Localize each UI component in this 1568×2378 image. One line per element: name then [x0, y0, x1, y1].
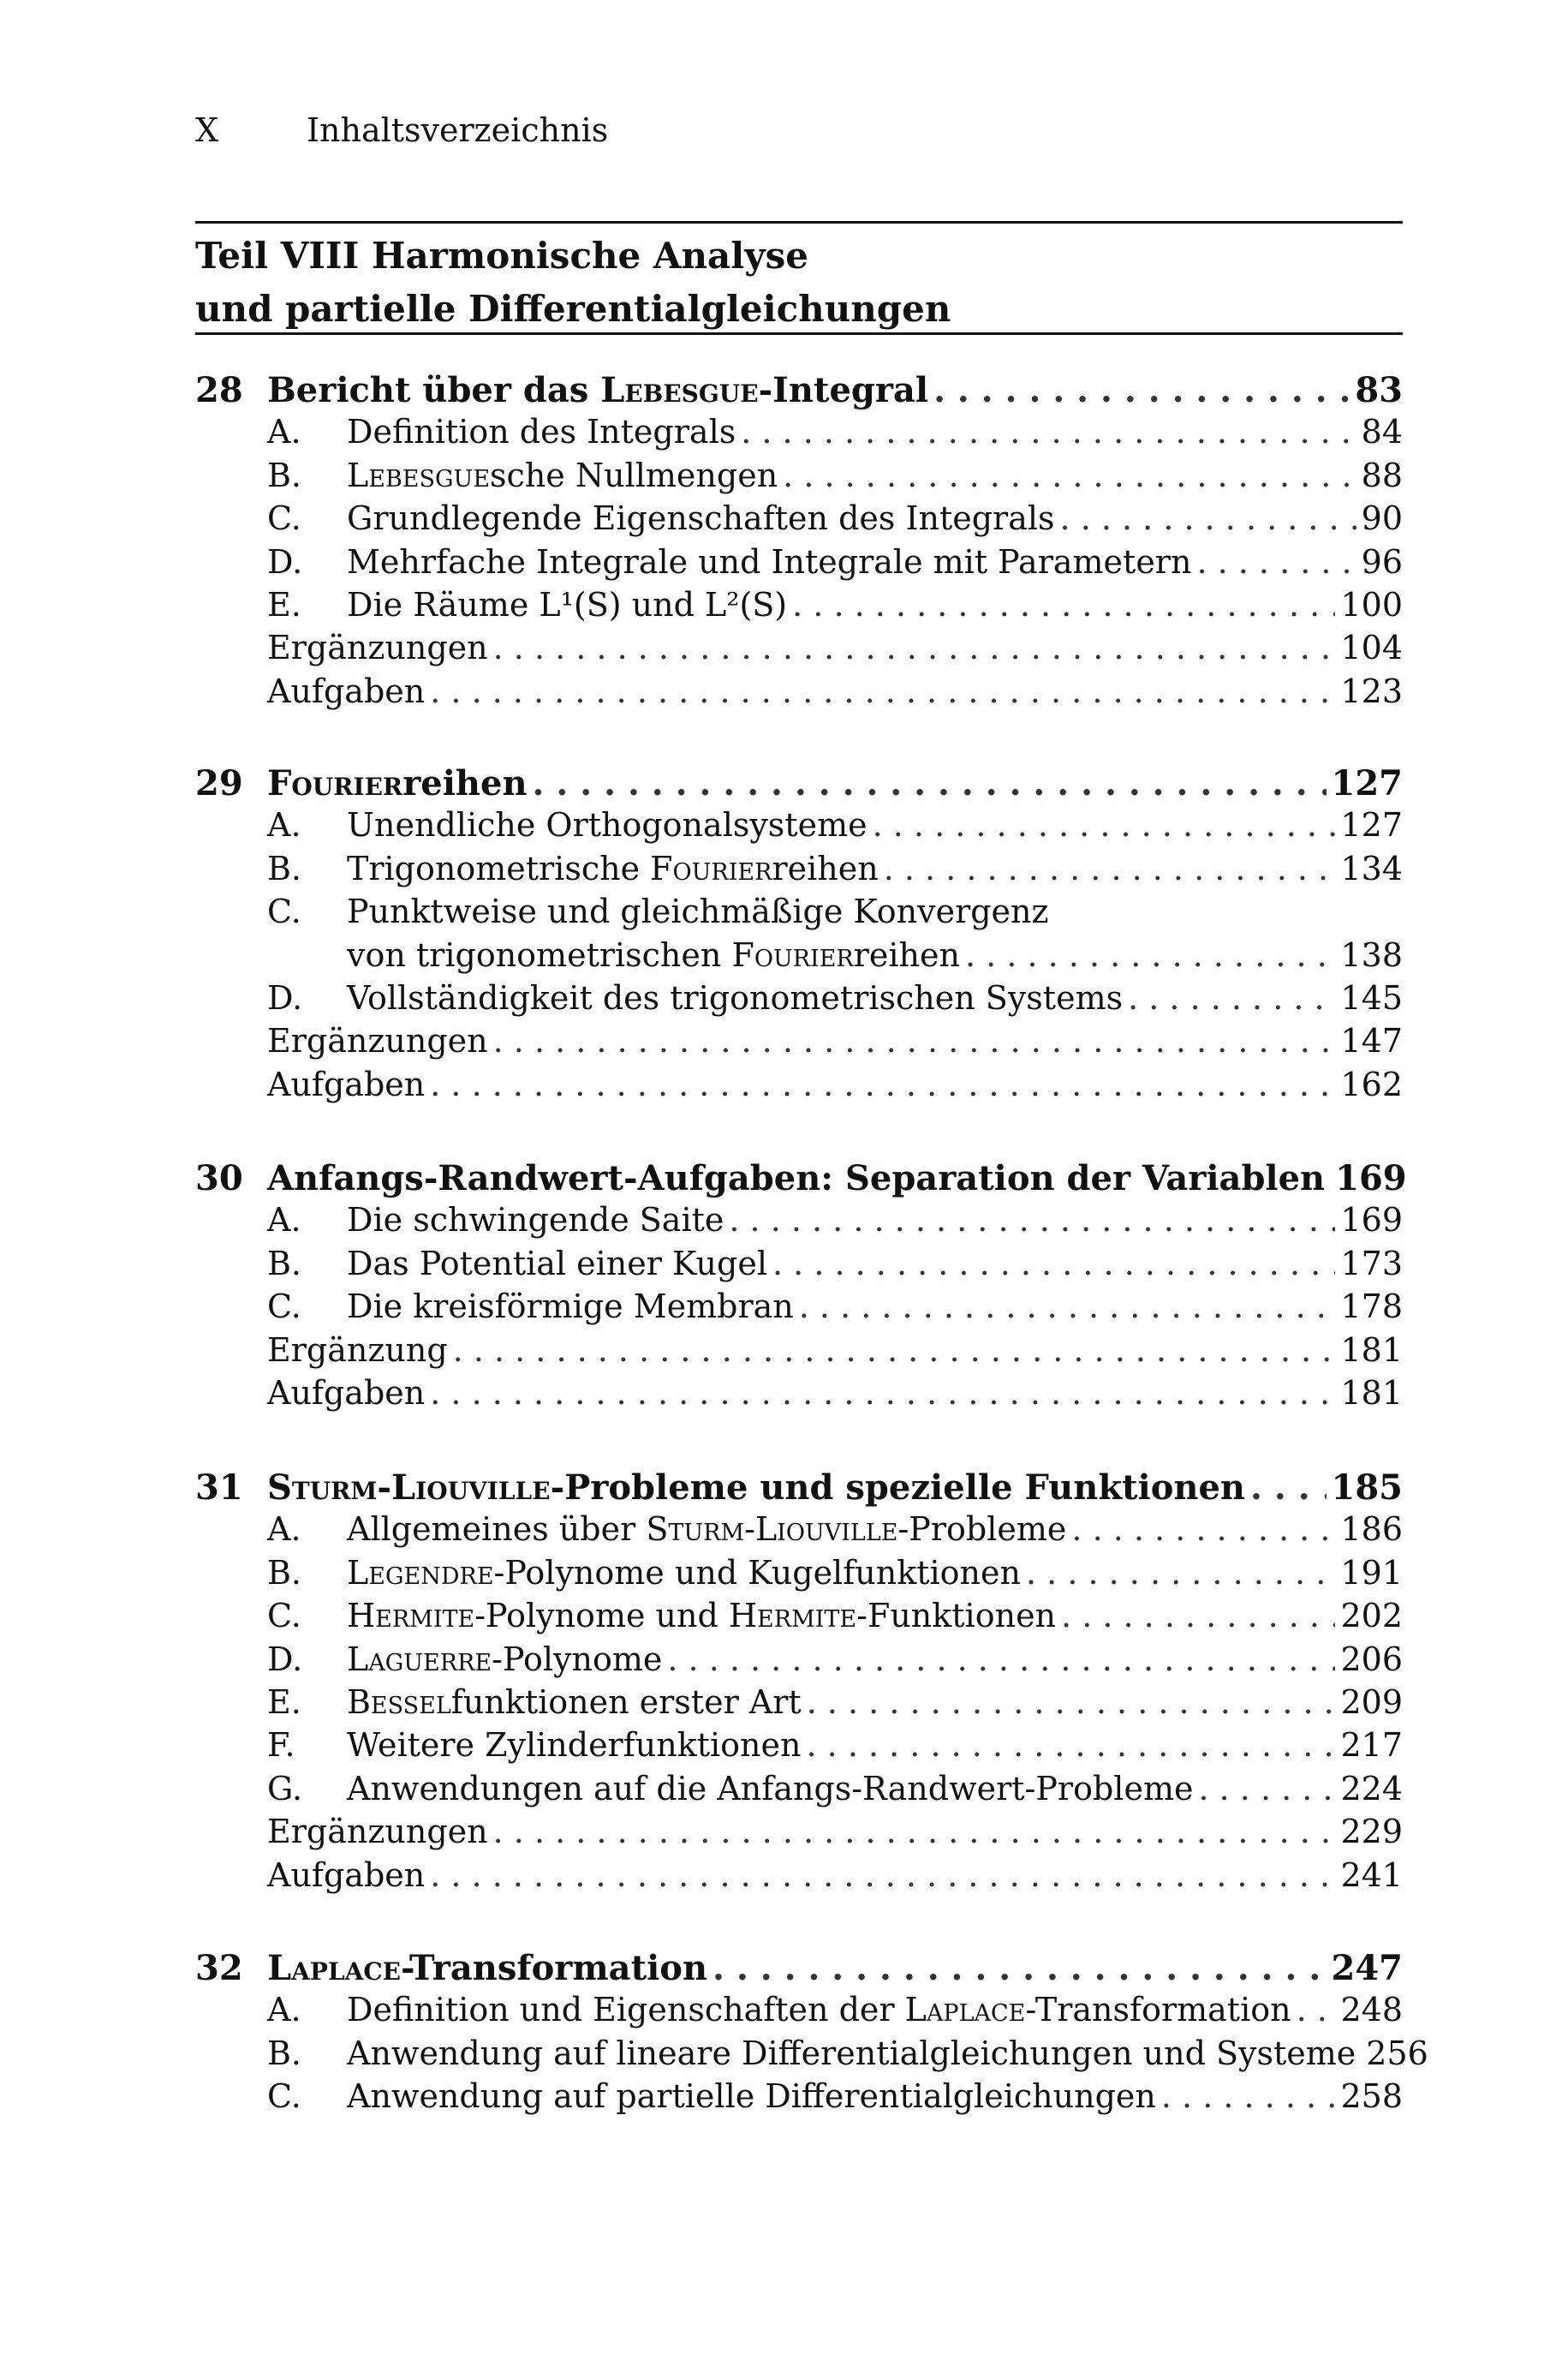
- leader-dots: [493, 629, 1336, 666]
- part-title-line2: und partielle Differentialgleichungen: [195, 288, 951, 330]
- toc-entry[interactable]: [195, 1201, 1403, 1244]
- entry-title: Das Potential einer Kugel: [347, 1244, 767, 1282]
- entry-title: Die schwingende Saite: [347, 1201, 724, 1240]
- toc-entry[interactable]: [195, 2034, 1428, 2077]
- section-letter: C.: [267, 1597, 301, 1635]
- entry-title: Weitere Zylinderfunktionen: [347, 1726, 802, 1765]
- chapter-32: [195, 1948, 1428, 2121]
- leader-dots: [741, 413, 1356, 451]
- entry-title: Allgemeines über Sturm-Liouville-Probleme: [347, 1510, 1067, 1549]
- section-letter: G.: [267, 1769, 303, 1807]
- leader-dots: [965, 936, 1335, 974]
- entry-title: Vollständigkeit des trigonometrischen Systems: [347, 978, 1124, 1017]
- leader-dots: [1061, 1597, 1335, 1634]
- toc-entry[interactable]: [195, 806, 1403, 849]
- section-letter: E.: [267, 1682, 301, 1721]
- section-letter: C.: [267, 1288, 301, 1326]
- section-letter: E.: [267, 585, 301, 624]
- entry-title: Grundlegende Eigenschaften des Integrals: [347, 499, 1055, 538]
- page-ref: 90: [1361, 499, 1403, 538]
- leader-dots: [1198, 1770, 1335, 1807]
- leader-dots: [493, 1022, 1336, 1060]
- leader-dots: [1297, 1991, 1336, 2028]
- leader-dots: [884, 850, 1336, 887]
- chapter-heading[interactable]: [195, 370, 1403, 413]
- page-ref: 169: [1340, 1201, 1403, 1240]
- entry-title: Laplace-Transformation: [267, 1948, 708, 1988]
- entry-title: Die Räume L¹(S) und L²(S): [347, 585, 788, 624]
- page-ref: 138: [1340, 935, 1403, 974]
- entry-title: Aufgaben: [267, 1065, 426, 1103]
- page-ref: 217: [1340, 1726, 1403, 1765]
- section-letter: A.: [267, 806, 301, 845]
- toc-entry[interactable]: [195, 1683, 1403, 1726]
- page-ref: 209: [1340, 1682, 1403, 1721]
- leader-dots: [933, 370, 1350, 410]
- chapter-heading[interactable]: [195, 1467, 1403, 1510]
- entry-title: Lebesguesche Nullmengen: [347, 456, 778, 494]
- chapter-heading[interactable]: [195, 1158, 1407, 1201]
- entry-title: Laguerre-Polynome: [347, 1640, 663, 1678]
- entry-title: Anwendung auf lineare Differentialgleichungen und Systeme: [347, 2034, 1356, 2072]
- top-rule: [195, 221, 1403, 224]
- leader-dots: [430, 1856, 1335, 1894]
- section-letter: F.: [267, 1726, 295, 1765]
- entry-title: von trigonometrischen Fourierreihen: [347, 935, 960, 974]
- leader-dots: [799, 1288, 1336, 1325]
- toc-entry[interactable]: [195, 1331, 1403, 1374]
- entry-title: Fourierreihen: [267, 763, 528, 804]
- leader-dots: [1161, 2077, 1336, 2115]
- page-ref: 241: [1340, 1855, 1403, 1894]
- entry-title: Anfangs-Randwert-Aufgaben: Separation der Variablen: [267, 1158, 1326, 1198]
- leader-dots: [807, 1683, 1336, 1721]
- page-ref: 224: [1340, 1769, 1403, 1807]
- toc-entry[interactable]: [195, 543, 1403, 586]
- entry-title: Ergänzungen: [267, 629, 488, 667]
- bottom-rule: [195, 332, 1403, 335]
- entry-title: Ergänzung: [267, 1330, 448, 1369]
- toc-entry[interactable]: [195, 629, 1403, 672]
- entry-title: Anwendungen auf die Anfangs-Randwert-Probleme: [347, 1769, 1194, 1807]
- toc-entry[interactable]: [195, 1726, 1403, 1769]
- page-ref: 247: [1331, 1948, 1403, 1988]
- page-ref: 169: [1335, 1158, 1407, 1198]
- page-ref: 127: [1340, 806, 1403, 845]
- toc-entry[interactable]: [195, 1770, 1403, 1813]
- chapter-heading[interactable]: [195, 1948, 1403, 1991]
- leader-dots: [772, 1245, 1335, 1282]
- toc-entry[interactable]: [195, 1288, 1403, 1330]
- leader-dots: [453, 1331, 1336, 1369]
- section-letter: A.: [267, 1991, 301, 2029]
- entry-title: Aufgaben: [267, 1373, 426, 1412]
- toc-entry[interactable]: [195, 850, 1403, 893]
- page-ref: 173: [1340, 1244, 1403, 1282]
- toc-entry[interactable]: [195, 1510, 1403, 1553]
- page-ref: 134: [1340, 849, 1403, 887]
- entry-title: Mehrfache Integrale und Integrale mit Parametern: [347, 542, 1192, 581]
- page-ref: 100: [1340, 585, 1403, 624]
- entry-title: Definition des Integrals: [347, 413, 736, 451]
- entry-title: Hermite-Polynome und Hermite-Funktionen: [347, 1597, 1057, 1635]
- section-letter: D.: [267, 978, 303, 1017]
- page-ref: 127: [1331, 763, 1403, 804]
- running-title: Inhaltsverzeichnis: [307, 111, 609, 149]
- section-letter: B.: [267, 849, 302, 887]
- section-letter: A.: [267, 1201, 301, 1240]
- entry-title: Unendliche Orthogonalsysteme: [347, 806, 867, 845]
- page-ref: 229: [1340, 1813, 1403, 1851]
- leader-dots: [430, 1374, 1335, 1412]
- chapter-number: 32: [195, 1948, 243, 1988]
- toc-entry[interactable]: [195, 1597, 1403, 1640]
- page-ref: 162: [1340, 1065, 1403, 1103]
- page-number: X: [195, 111, 219, 149]
- section-letter: C.: [267, 2077, 301, 2116]
- leader-dots: [533, 763, 1327, 804]
- page-ref: 145: [1340, 978, 1403, 1017]
- chapter-28: [195, 370, 1403, 715]
- leader-dots: [729, 1201, 1335, 1239]
- chapter-29: [195, 763, 1403, 1108]
- section-letter: D.: [267, 542, 303, 581]
- leader-dots: [667, 1640, 1335, 1678]
- entry-title: Aufgaben: [267, 1855, 426, 1894]
- section-letter: A.: [267, 1510, 301, 1549]
- chapter-30: [195, 1158, 1407, 1417]
- page-ref: 202: [1340, 1597, 1403, 1635]
- leader-dots: [807, 1726, 1336, 1764]
- page-ref: 123: [1340, 672, 1403, 710]
- toc-entry[interactable]: [195, 2077, 1403, 2120]
- leader-dots: [1250, 1467, 1327, 1508]
- chapter-31: [195, 1467, 1403, 1899]
- toc-entry[interactable]: [195, 1554, 1403, 1597]
- page-ref: 88: [1361, 456, 1403, 494]
- chapter-number: 30: [195, 1158, 243, 1198]
- page-ref: 83: [1355, 370, 1403, 410]
- page-ref: 178: [1340, 1288, 1403, 1326]
- section-letter: B.: [267, 1553, 302, 1592]
- page-ref: 256: [1366, 2034, 1428, 2072]
- chapter-title: Bericht über das Lebesgue-Integral: [267, 370, 929, 410]
- chapter-number: 31: [195, 1467, 243, 1508]
- entry-title: Legendre-Polynome und Kugelfunktionen: [347, 1553, 1021, 1592]
- leader-dots: [430, 1066, 1335, 1103]
- entry-title: Ergänzungen: [267, 1022, 488, 1061]
- leader-dots: [712, 1948, 1326, 1988]
- page-ref: 147: [1340, 1022, 1403, 1061]
- entry-title: Trigonometrische Fourierreihen: [347, 849, 879, 887]
- toc-entry[interactable]: [195, 672, 1403, 715]
- page-ref: 186: [1340, 1510, 1403, 1549]
- page-ref: 185: [1331, 1467, 1403, 1508]
- toc-entry[interactable]: [195, 457, 1403, 499]
- toc-entry[interactable]: [195, 1991, 1403, 2034]
- page-ref: 181: [1340, 1373, 1403, 1412]
- chapter-number: 29: [195, 763, 243, 804]
- entry-title: Sturm-Liouville-Probleme und spezielle Funktionen: [267, 1467, 1245, 1508]
- page-ref: 206: [1340, 1640, 1403, 1678]
- toc-entry[interactable]: [195, 979, 1403, 1022]
- toc-entry[interactable]: [195, 499, 1403, 542]
- toc-entry-continuation[interactable]: [195, 936, 1403, 979]
- page-ref: 104: [1340, 629, 1403, 667]
- section-letter: B.: [267, 1244, 302, 1282]
- part-title: [195, 230, 951, 336]
- leader-dots: [430, 672, 1335, 710]
- leader-dots: [873, 806, 1336, 844]
- entry-title: Ergänzungen: [267, 1813, 488, 1851]
- leader-dots: [792, 586, 1335, 624]
- leader-dots: [493, 1813, 1336, 1850]
- page-ref: 191: [1340, 1553, 1403, 1592]
- toc-entry[interactable]: [195, 413, 1403, 456]
- section-letter: C.: [267, 499, 301, 538]
- entry-title: Definition und Eigenschaften der Laplace-Transformation: [347, 1991, 1291, 2029]
- toc-entry[interactable]: [195, 1640, 1403, 1683]
- section-letter: B.: [267, 2034, 302, 2072]
- part-title-line1: Teil VIII Harmonische Analyse: [195, 235, 808, 277]
- section-letter: B.: [267, 456, 302, 494]
- toc-entry[interactable]: [195, 893, 1403, 935]
- toc-entry[interactable]: [195, 1022, 1403, 1065]
- page-ref: 181: [1340, 1330, 1403, 1369]
- leader-dots: [1060, 499, 1356, 537]
- section-letter: D.: [267, 1640, 303, 1678]
- running-header: [195, 111, 608, 149]
- toc-entry[interactable]: [195, 1813, 1403, 1855]
- toc-entry[interactable]: [195, 1856, 1403, 1899]
- section-letter: A.: [267, 413, 301, 451]
- entry-title: Besselfunktionen erster Art: [347, 1682, 802, 1721]
- leader-dots: [783, 457, 1356, 494]
- toc-entry[interactable]: [195, 1066, 1403, 1108]
- leader-dots: [1026, 1554, 1335, 1592]
- leader-dots: [1196, 543, 1356, 581]
- entry-title: Aufgaben: [267, 672, 426, 710]
- toc-entry[interactable]: [195, 586, 1403, 629]
- entry-title: Die kreisförmige Membran: [347, 1288, 794, 1326]
- leader-dots: [1128, 979, 1335, 1017]
- leader-dots: [1071, 1510, 1335, 1548]
- chapter-heading[interactable]: [195, 763, 1403, 806]
- page-ref: 84: [1361, 413, 1403, 451]
- page-ref: 258: [1340, 2077, 1403, 2116]
- toc-entry[interactable]: [195, 1245, 1403, 1288]
- page-ref: 96: [1361, 542, 1403, 581]
- section-letter: C.: [267, 893, 301, 931]
- toc-entry[interactable]: [195, 1374, 1403, 1417]
- entry-title: Anwendung auf partielle Differentialgleichungen: [347, 2077, 1156, 2116]
- entry-title: Punktweise und gleichmäßige Konvergenz: [347, 893, 1049, 931]
- page-ref: 248: [1340, 1991, 1403, 2029]
- chapter-number: 28: [195, 370, 243, 410]
